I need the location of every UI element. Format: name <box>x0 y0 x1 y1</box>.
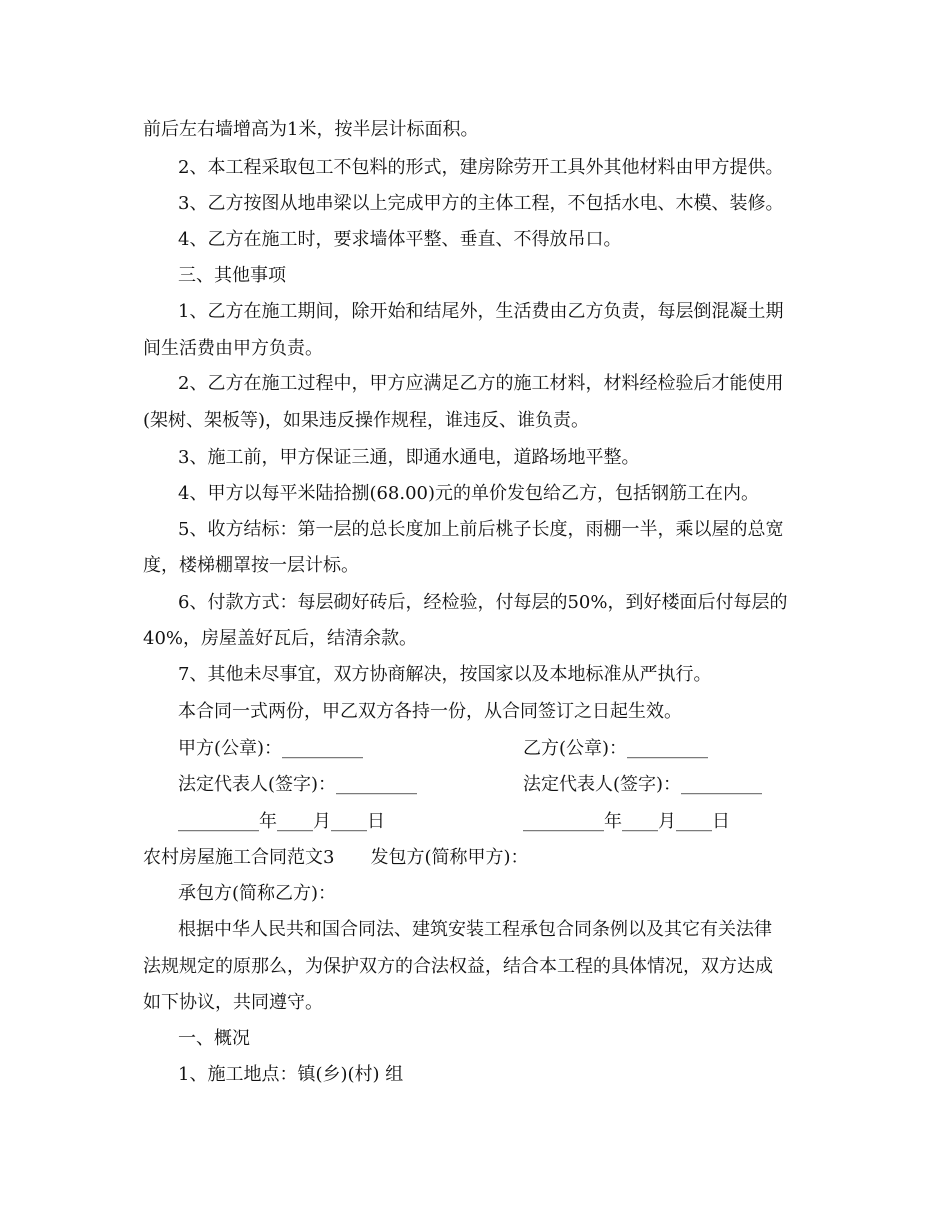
paragraph-line: 1、乙方在施工期间，除开始和结尾外，生活费由乙方负责，每层倒混凝土期 <box>178 301 784 322</box>
party-a-date-field: _________年____月____日 <box>178 811 385 832</box>
paragraph-line: 4、甲方以每平米陆拾捌(68.00)元的单价发包给乙方，包括钢筋工在内。 <box>178 483 760 504</box>
paragraph-line: 本合同一式两份，甲乙双方各持一份，从合同签订之日起生效。 <box>178 701 682 722</box>
paragraph-line: 3、乙方按图从地串梁以上完成甲方的主体工程，不包括水电、木模、装修。 <box>178 193 784 214</box>
party-b-seal-field: 乙方(公章)：_________ <box>523 738 709 759</box>
paragraph-line: 4、乙方在施工时，要求墙体平整、垂直、不得放吊口。 <box>178 229 622 250</box>
party-a-representative-field: 法定代表人(签字)：_________ <box>178 774 418 795</box>
paragraph-line: (架树、架板等)，如果违反操作规程，谁违反、谁负责。 <box>143 410 590 431</box>
paragraph-line: 7、其他未尽事宜，双方协商解决，按国家以及本地标准从严执行。 <box>178 664 712 685</box>
paragraph-line: 40%，房屋盖好瓦后，结清余款。 <box>143 628 418 649</box>
party-b-representative-field: 法定代表人(签字)：_________ <box>523 774 763 795</box>
contractor-line: 承包方(简称乙方)： <box>178 883 337 904</box>
contract-title-line: 农村房屋施工合同范文3 发包方(简称甲方)： <box>143 847 529 868</box>
paragraph-line: 根据中华人民共和国合同法、建筑安装工程承包合同条例以及其它有关法律 <box>178 919 772 940</box>
section-heading: 三、其他事项 <box>178 265 286 286</box>
paragraph-line: 如下协议，共同遵守。 <box>143 992 323 1013</box>
paragraph-line: 3、施工前，甲方保证三通，即通水通电，道路场地平整。 <box>178 447 640 468</box>
party-b-date-field: _________年____月____日 <box>523 811 730 832</box>
paragraph-line: 6、付款方式：每层砌好砖后，经检验，付每层的50%，到好楼面后付每层的 <box>178 592 788 613</box>
paragraph-line: 1、施工地点：镇(乡)(村) 组 <box>178 1064 404 1085</box>
paragraph-line: 2、乙方在施工过程中，甲方应满足乙方的施工材料，材料经检验后才能使用 <box>178 373 784 394</box>
paragraph-line: 度，楼梯棚罩按一层计标。 <box>143 555 359 576</box>
paragraph-line: 5、收方结标：第一层的总长度加上前后桃子长度，雨棚一半，乘以屋的总宽 <box>178 519 784 540</box>
paragraph-line: 前后左右墙增高为1米，按半层计标面积。 <box>143 119 479 140</box>
paragraph-line: 间生活费由甲方负责。 <box>143 338 323 359</box>
paragraph-line: 2、本工程采取包工不包料的形式，建房除劳开工具外其他材料由甲方提供。 <box>178 157 784 178</box>
section-heading: 一、概况 <box>178 1028 250 1049</box>
party-a-seal-field: 甲方(公章)：_________ <box>178 738 364 759</box>
paragraph-line: 法规规定的原那么，为保护双方的合法权益，结合本工程的具体情况，双方达成 <box>143 956 773 977</box>
